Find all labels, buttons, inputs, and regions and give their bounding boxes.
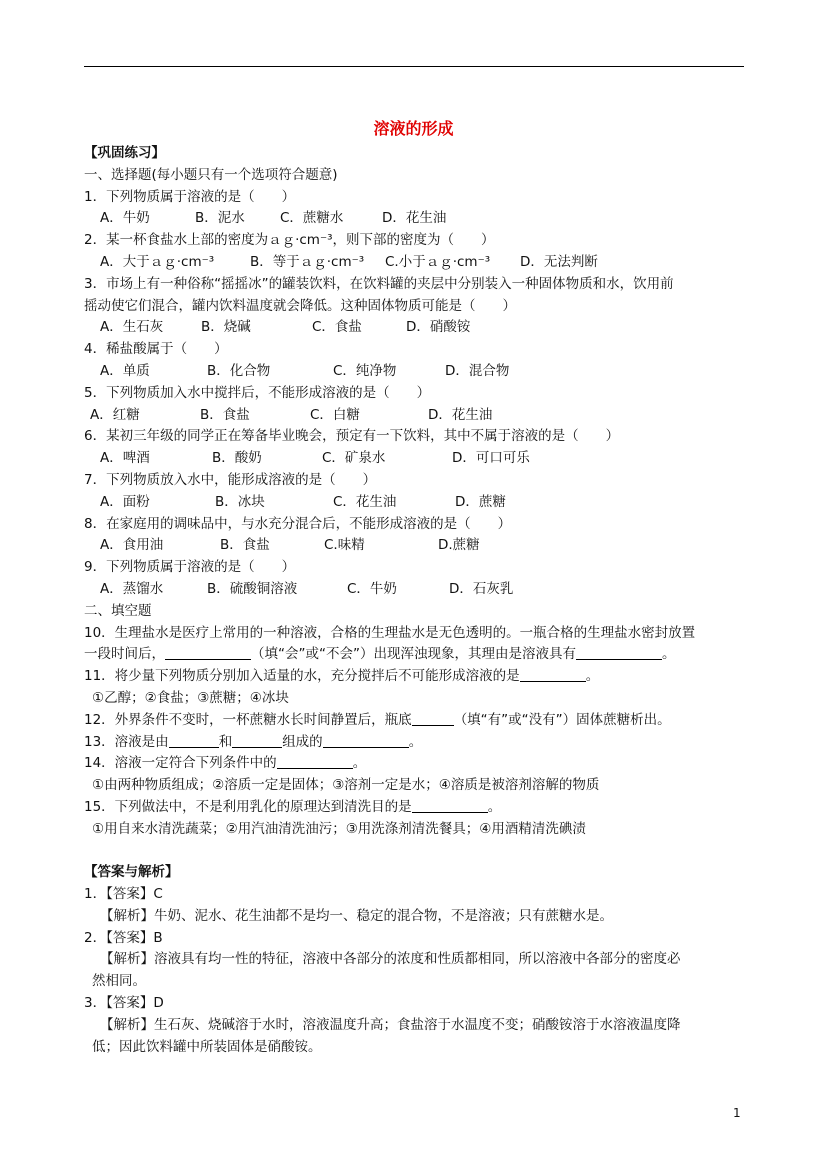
question-6-options — [84, 448, 744, 470]
question-15-line-2: ①用自来水清洗蔬菜；②用汽油清洗油污；③用洗涤剂清洗餐具；④用酒精清洗碘渍 — [92, 820, 586, 837]
option: C.小于ａｇ·cm⁻³ — [385, 253, 491, 270]
option: A．大于ａｇ·cm⁻³ — [100, 253, 215, 270]
option: A．红糖 — [90, 406, 140, 423]
answer-blank — [520, 667, 586, 682]
answer-blank — [232, 733, 282, 748]
answer-1-analysis: 【解析】牛奶、泥水、花生油都不是均一、稳定的混合物，不是溶液；只有蔗糖水是。 — [100, 907, 613, 924]
option: B．冰块 — [215, 493, 265, 510]
option: C．白糖 — [310, 406, 360, 423]
spacer — [84, 841, 744, 863]
question-11-line-2: ①乙醇；②食盐；③蔗糖；④冰块 — [92, 689, 289, 706]
option: C．花生油 — [333, 493, 397, 510]
option: D．硝酸铵 — [406, 319, 471, 336]
answer-3-label: 3．【答案】D — [84, 995, 164, 1012]
part1-heading: 一、选择题(每小题只有一个选项符合题意) — [84, 166, 338, 183]
option: B．食盐 — [200, 406, 250, 423]
header-rule — [84, 66, 744, 67]
question-6-stem: 6．某初三年级的同学正在筹备毕业晚会，预定有一下饮料，其中不属于溶液的是（ ） — [84, 428, 620, 445]
question-1-options — [84, 208, 744, 230]
option: D．石灰乳 — [449, 580, 514, 597]
page-number: 1 — [733, 1106, 741, 1120]
answer-blank — [412, 711, 454, 726]
question-4-stem: 4．稀盐酸属于（ ） — [84, 341, 228, 358]
option: D．无法判断 — [520, 253, 598, 270]
option: A．食用油 — [100, 537, 164, 554]
answer-blank — [323, 733, 409, 748]
option: C.味精 — [324, 537, 365, 554]
question-3-stem-line-2: 摇动使它们混合，罐内饮料温度就会降低。这种固体物质可能是（ ） — [84, 297, 516, 314]
question-10-line-2: 一段时间后， （填“会”或“不会”）出现浑浊现象，其理由是溶液具有 。 — [84, 646, 676, 663]
question-8-stem: 8．在家庭用的调味品中，与水充分混合后，不能形成溶液的是（ ） — [84, 515, 512, 532]
option: B．酸奶 — [212, 450, 262, 467]
question-12: 12．外界条件不变时，一杯蔗糖水长时间静置后，瓶底 （填“有”或“没有”）固体蔗糖析出。 — [84, 711, 671, 728]
option: B．硫酸铜溶液 — [207, 580, 298, 597]
answer-blank — [576, 645, 662, 660]
option: D．花生油 — [428, 406, 493, 423]
question-14-line-1: 14．溶液一定符合下列条件中的 。 — [84, 755, 367, 772]
answer-2-analysis-line-1: 【解析】溶液具有均一性的特征，溶液中各部分的浓度和性质都相同，所以溶液中各部分的密度必 — [100, 951, 681, 968]
option: D．可口可乐 — [452, 450, 530, 467]
part2-heading: 二、填空题 — [84, 602, 152, 619]
document-body — [84, 143, 744, 1058]
answer-2-analysis-line-2: 然相同。 — [92, 973, 146, 990]
question-5-stem: 5．下列物质加入水中搅拌后，不能形成溶液的是（ ） — [84, 384, 431, 401]
option: A．面粉 — [100, 493, 150, 510]
question-14-line-2: ①由两种物质组成；②溶质一定是固体；③溶剂一定是水；④溶质是被溶剂溶解的物质 — [92, 777, 600, 794]
question-8-options — [84, 535, 744, 557]
answer-3-analysis-line-1: 【解析】生石灰、烧碱溶于水时，溶液温度升高；食盐溶于水温度不变；硝酸铵溶于水溶液温度降 — [100, 1016, 681, 1033]
option: C．蔗糖水 — [280, 210, 344, 227]
option: B．烧碱 — [201, 319, 251, 336]
question-15-line-1: 15．下列做法中，不是利用乳化的原理达到清洗目的是 。 — [84, 798, 502, 815]
answer-2-label: 2．【答案】B — [84, 929, 163, 946]
section-answers-heading: 【答案与解析】 — [84, 864, 179, 881]
option: D．混合物 — [445, 362, 510, 379]
option: D.蔗糖 — [438, 537, 480, 554]
section-practice-heading: 【巩固练习】 — [84, 145, 165, 161]
question-10-line-1: 10．生理盐水是医疗上常用的一种溶液，合格的生理盐水是无色透明的。一瓶合格的生理盐水密封放置 — [84, 624, 696, 641]
question-11-line-1: 11．将少量下列物质分别加入适量的水，充分搅拌后不可能形成溶液的是 。 — [84, 668, 600, 685]
option: D．花生油 — [382, 210, 447, 227]
question-4-options — [84, 361, 744, 383]
question-13: 13．溶液是由 和 组成的 。 — [84, 733, 423, 750]
option: B．食盐 — [220, 537, 270, 554]
option: A．蒸馏水 — [100, 580, 164, 597]
question-9-options — [84, 579, 744, 601]
option: C．食盐 — [312, 319, 362, 336]
option: C．牛奶 — [347, 580, 397, 597]
answer-blank — [277, 754, 353, 769]
option: D．蔗糖 — [455, 493, 506, 510]
option: A．啤酒 — [100, 450, 150, 467]
option: C．纯净物 — [333, 362, 397, 379]
answer-blank — [169, 733, 219, 748]
question-1-stem: 1．下列物质属于溶液的是（ ） — [84, 188, 296, 205]
question-5-options — [84, 405, 744, 427]
question-7-stem: 7．下列物质放入水中，能形成溶液的是（ ） — [84, 471, 377, 488]
question-9-stem: 9．下列物质属于溶液的是（ ） — [84, 559, 296, 576]
question-2-stem: 2．某一杯食盐水上部的密度为ａｇ·cm⁻³，则下部的密度为（ ） — [84, 232, 495, 249]
question-2-options — [84, 252, 744, 274]
answer-blank — [165, 645, 251, 660]
option: B．泥水 — [195, 210, 245, 227]
option: B．等于ａｇ·cm⁻³ — [250, 253, 365, 270]
question-3-stem-line-1: 3．市场上有一种俗称“摇摇冰”的罐装饮料，在饮料罐的夹层中分别装入一种固体物质和水，饮用前 — [84, 275, 674, 292]
option: A．生石灰 — [100, 319, 164, 336]
option: B．化合物 — [207, 362, 271, 379]
question-7-options — [84, 492, 744, 514]
option: A．牛奶 — [100, 210, 150, 227]
answer-3-analysis-line-2: 低；因此饮料罐中所装固体是硝酸铵。 — [92, 1038, 322, 1055]
option: A．单质 — [100, 362, 150, 379]
page-title: 溶液的形成 — [373, 119, 454, 138]
answer-1-label: 1．【答案】C — [84, 886, 163, 903]
option: C．矿泉水 — [322, 450, 386, 467]
question-3-options — [84, 317, 744, 339]
answer-blank — [412, 798, 488, 813]
